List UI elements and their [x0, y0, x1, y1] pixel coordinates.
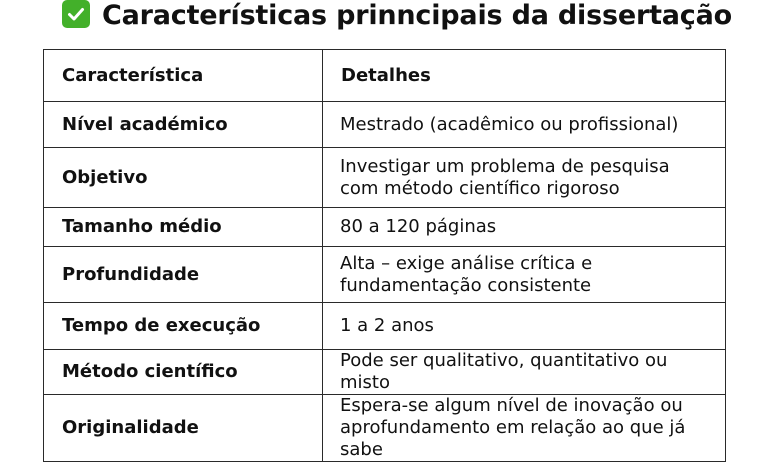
table-row [44, 247, 726, 303]
detail-cell: Espera-se algum nível de inovação ou aprofundamento em relação ao que já sabe [323, 395, 726, 462]
page-title [62, 0, 732, 30]
feature-cell: Tempo de execução [44, 303, 323, 350]
feature-cell: Objetivo [44, 148, 323, 208]
detail-cell: Investigar um problema de pesquisa com método científico rigoroso [323, 148, 726, 208]
table-row [44, 208, 726, 247]
detail-cell: Mestrado (acadêmico ou profissional) [323, 102, 726, 148]
column-header-details: Detalhes [323, 50, 726, 102]
table-row [44, 395, 726, 462]
feature-cell: Método científico [44, 350, 323, 395]
feature-cell: Profundidade [44, 247, 323, 303]
characteristics-table [43, 49, 726, 462]
detail-cell: 1 a 2 anos [323, 303, 726, 350]
column-header-feature: Característica [44, 50, 323, 102]
feature-cell: Nível académico [44, 102, 323, 148]
table-row [44, 148, 726, 208]
table-row [44, 350, 726, 395]
title-text: Características prinncipais da dissertação [102, 0, 732, 31]
detail-cell: Pode ser qualitativo, quantitativo ou misto [323, 350, 726, 395]
feature-cell: Originalidade [44, 395, 323, 462]
table-row [44, 102, 726, 148]
check-mark-icon [62, 0, 90, 28]
feature-cell: Tamanho médio [44, 208, 323, 247]
table-header-row [44, 50, 726, 102]
detail-cell: Alta – exige análise crítica e fundamentação consistente [323, 247, 726, 303]
table-row [44, 303, 726, 350]
detail-cell: 80 a 120 páginas [323, 208, 726, 247]
